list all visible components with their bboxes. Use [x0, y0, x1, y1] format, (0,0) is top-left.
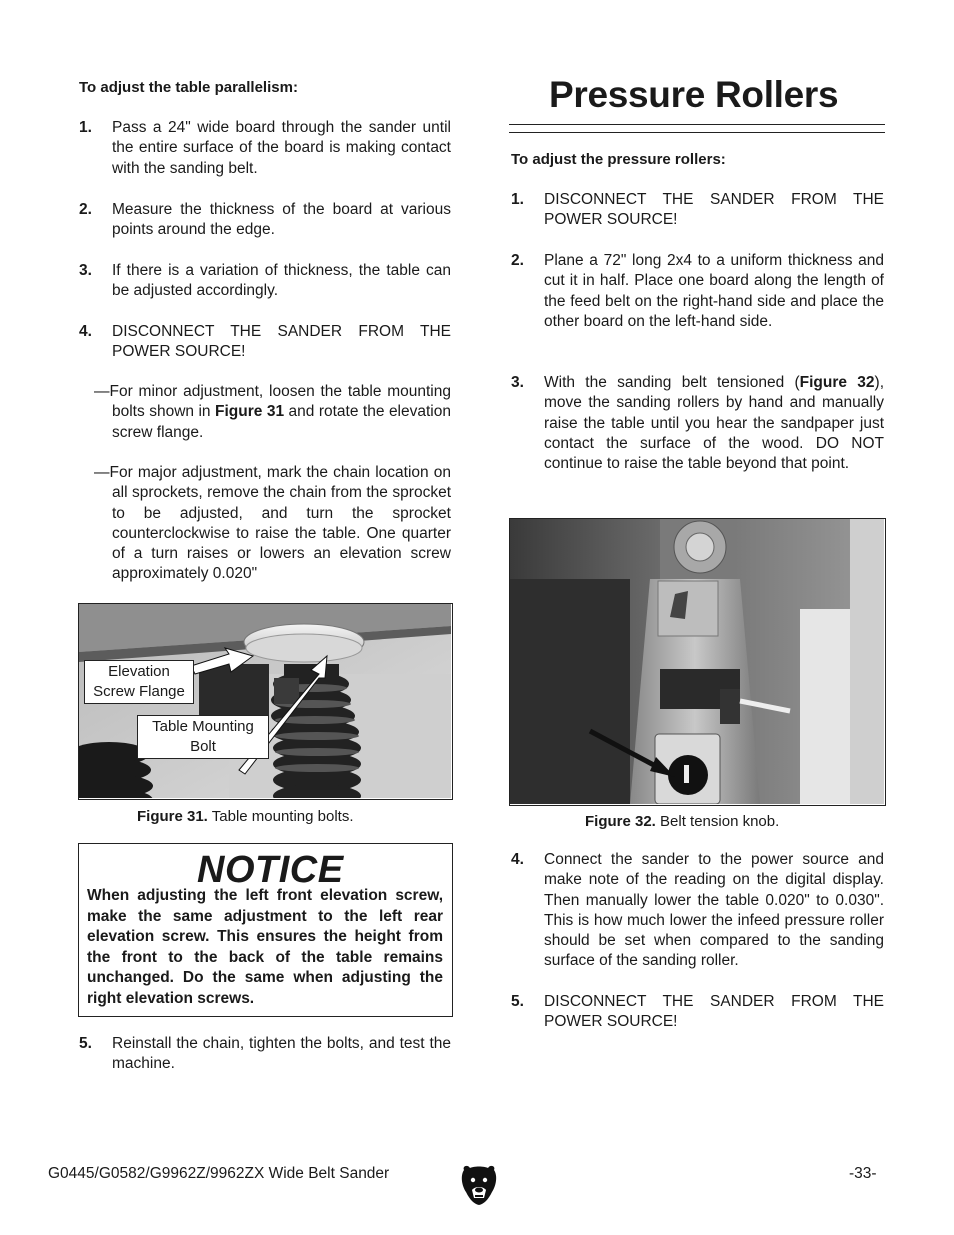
step-text: Pass a 24" wide board through the sander until the entire surface of the board is making contact with the sanding belt.: [112, 119, 451, 177]
pressure-rollers-heading: To adjust the pressure rollers:: [511, 151, 726, 168]
step-text: If there is a variation of thickness, the table can be adjusted accordingly.: [112, 262, 451, 300]
figure-32-label: Figure 32.: [585, 813, 656, 830]
step-text: Measure the thickness of the board at various points around the edge.: [112, 201, 451, 239]
figure-31-reference: Figure 31: [215, 403, 285, 421]
step-text: DISCONNECT THE SANDER FROM THE POWER SOURCE!: [544, 191, 884, 229]
section-title: Pressure Rollers: [549, 74, 839, 115]
belt-tension-photo-illustration: [510, 519, 884, 804]
step-number: 2.: [511, 252, 524, 269]
notice-title: NOTICE: [197, 849, 344, 891]
figure-31-label: Figure 31.: [137, 808, 208, 825]
title-rule-bottom: [509, 132, 885, 133]
step-number: 4.: [79, 323, 92, 340]
step-text: Reinstall the chain, tighten the bolts, and test the machine.: [112, 1035, 451, 1073]
table-parallelism-heading: To adjust the table parallelism:: [79, 79, 298, 96]
step-number: 3.: [511, 374, 524, 391]
step-number: 1.: [79, 119, 92, 136]
step-text: Plane a 72" long 2x4 to a uniform thickness and cut it in half. Place one board along the length of the feed belt on the right-hand side and place the other board on the left-hand side.: [544, 252, 884, 330]
step-text: [544, 373, 884, 474]
figure-32-reference: Figure 32: [799, 374, 875, 391]
step-number: 1.: [511, 191, 524, 208]
step-number: 3.: [79, 262, 92, 279]
step-number: 4.: [511, 851, 524, 868]
callout-table-mounting-bolt: Table Mounting Bolt: [137, 715, 269, 759]
callout-elevation-screw-flange: Elevation Screw Flange: [84, 660, 194, 704]
minor-text-prefix: —For minor adjustment, loosen the table mounting bolts shown in: [94, 383, 451, 421]
step-number: 5.: [511, 993, 524, 1010]
step-text: DISCONNECT THE SANDER FROM THE POWER SOURCE!: [112, 323, 451, 361]
title-rule-top: [509, 124, 885, 125]
footer-model-name: G0445/G0582/G9962Z/9962ZX Wide Belt Sander: [48, 1165, 390, 1182]
figure-31-photo: [78, 603, 453, 800]
footer-page-number: -33-: [849, 1165, 877, 1182]
step-number: 5.: [79, 1035, 92, 1052]
bear-head-logo-icon: [460, 1164, 498, 1212]
major-adjustment-text: —For major adjustment, mark the chain location on all sprockets, remove the chain from the sprocket to be adjusted, and turn the sprocket counterclockwise to raise the table. One quarter of a turn raises or lowers an elevation screw approximately 0.020": [94, 464, 451, 583]
figure-32-photo: [509, 518, 886, 806]
figure-31-caption: [137, 807, 354, 827]
step-text: Connect the sander to the power source and make note of the reading on the digital display. Then manually lower the table 0.020" to 0.030". This is how much lower the infeed pressure roller should be set when compared to the sanding surface of the sanding roller.: [544, 851, 884, 970]
step-3-text-prefix: With the sanding belt tensioned (: [544, 374, 800, 391]
step-text: DISCONNECT THE SANDER FROM THE POWER SOURCE!: [544, 993, 884, 1031]
step-number: 2.: [79, 201, 92, 218]
notice-box: [78, 843, 453, 1017]
figure-31-caption-text: Table mounting bolts.: [207, 808, 354, 825]
figure-32-caption: [585, 812, 779, 832]
minor-text-suffix: and rotate the elevation screw flange.: [112, 403, 451, 441]
figure-32-caption-text: Belt tension knob.: [655, 813, 780, 830]
minor-adjustment-text: [94, 382, 451, 443]
step-3-text-suffix: ), move the sanding rollers by hand and manually raise the table until you hear the sandpaper just contact the surface of the wood. DO NOT continue to raise the table beyond that point.: [544, 374, 884, 473]
notice-body: When adjusting the left front elevation screw, make the same adjustment to the left rear elevation screw. This ensures the height from the front to the back of the table remains unchanged. Do the same when adjusting the right elevation screws.: [87, 887, 443, 1007]
